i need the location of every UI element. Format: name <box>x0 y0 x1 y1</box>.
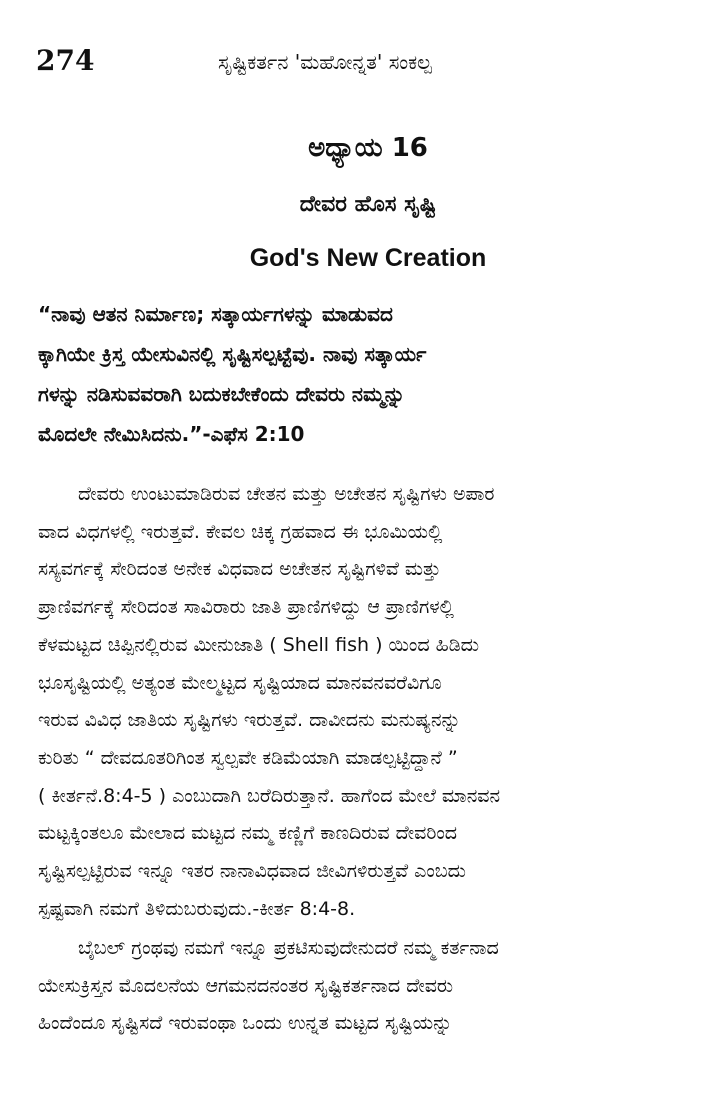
paragraph-line: ಹಿಂದೆಂದೂ ಸೃಷ್ಟಿಸದೆ ಇರುವಂಥಾ ಒಂದು ಉನ್ನತ ಮಟ್ಟದ ಸೃಷ್ಟಿಯನ್ನು <box>38 1012 453 1035</box>
paragraph-line: ಮಟ್ಟಕ್ಕಿಂತಲೂ ಮೇಲಾದ ಮಟ್ಟದ ನಮ್ಮ ಕಣ್ಣಿಗೆ ಕಾಣದಿರುವ ದೇವರಿಂದ <box>38 822 458 845</box>
page-header <box>36 44 676 84</box>
paragraph-line: ಬೈಬಲ್ ಗ್ರಂಥವು ನಮಗೆ ಇನ್ನೂ ಪ್ರಕಟಿಸುವುದೇನುದರೆ ನಮ್ಮ ಕರ್ತನಾದ <box>78 937 499 959</box>
epigraph-line: ಕ್ಕಾಗಿಯೇ ಕ್ರಿಸ್ತ ಯೇಸುವಿನಲ್ಲಿ ಸೃಷ್ಟಿಸಲ್ಪಟ್ಟೆವು. ನಾವು ಸತ್ಕಾರ್ಯ <box>38 342 427 366</box>
paragraph-line: ಪ್ರಾಣಿವರ್ಗಕ್ಕೆ ಸೇರಿದಂತ ಸಾವಿರಾರು ಜಾತಿ ಪ್ರಾಣಿಗಳಿದ್ದು ಆ ಪ್ರಾಣಿಗಳಲ್ಲಿ <box>38 596 454 619</box>
chapter-number: ಅಧ್ಯಾಯ 16 <box>308 133 428 163</box>
epigraph-line: ಮೊದಲೇ ನೇಮಿಸಿದನು.”-ಎಫೆಸ 2:10 <box>38 422 305 446</box>
paragraph-line: ಕೆಳಮಟ್ಟದ ಚಿಪ್ಪಿನಲ್ಲಿರುವ ಮೀನುಜಾತಿ ( Shell fish ) ಯಿಂದ ಹಿಡಿದು <box>38 633 479 656</box>
page-number: 274 <box>36 44 95 77</box>
paragraph-line: ಇರುವ ವಿವಿಧ ಜಾತಿಯ ಸೃಷ್ಟಿಗಳು ಇರುತ್ತವೆ. ದಾವೀದನು ಮನುಷ್ಯನನ್ನು <box>38 709 461 732</box>
paragraph-line: ವಾದ ವಿಧಗಳಲ್ಲಿ ಇರುತ್ತವೆ. ಕೇವಲ ಚಿಕ್ಕ ಗ್ರಹವಾದ ಈ ಭೂಮಿಯಲ್ಲಿ <box>38 520 443 543</box>
paragraph-line: ( ಕೀರ್ತನೆ.8:4-5 ) ಎಂಬುದಾಗಿ ಬರೆದಿರುತ್ತಾನೆ. ಹಾಗೆಂದ ಮೇಲೆ ಮಾನವನ <box>38 784 501 807</box>
epigraph-line: “ನಾವು ಆತನ ನಿರ್ಮಾಣ; ಸತ್ಕಾರ್ಯಗಳನ್ನು ಮಾಡುವದ <box>38 302 393 326</box>
epigraph-line: ಗಳನ್ನು ನಡಿಸುವವರಾಗಿ ಬದುಕಬೇಕೆಂದು ದೇವರು ನಮ್ಮನ್ನು <box>38 382 405 406</box>
paragraph-line: ಸೃಷ್ಟಿಸಲ್ಪಟ್ಟಿರುವ ಇನ್ನೂ ಇತರ ನಾನಾವಿಧವಾದ ಜೀವಿಗಳಿರುತ್ತವೆ ಎಂಬದು <box>38 860 466 883</box>
paragraph-line: ದೇವರು ಉಂಟುಮಾಡಿರುವ ಚೇತನ ಮತ್ತು ಅಚೇತನ ಸೃಷ್ಟಿಗಳು ಅಪಾರ <box>78 483 495 505</box>
epigraph-quote <box>38 294 668 454</box>
paragraph-line: ಭೂಸೃಷ್ಟಿಯಲ್ಲಿ ಅತ್ಯಂತ ಮೇಲ್ಮಟ್ಟದ ಸೃಷ್ಟಿಯಾದ ಮಾನವನವರೆವಿಗೂ <box>38 671 442 694</box>
paragraph-line: ಸಸ್ಯವರ್ಗಕ್ಕೆ ಸೇರಿದಂತ ಅನೇಕ ವಿಧವಾದ ಅಚೇತನ ಸೃಷ್ಟಿಗಳಿವೆ ಮತ್ತು <box>38 558 441 581</box>
chapter-title-kannada: ದೇವರ ಹೊಸ ಸೃಷ್ಟಿ <box>299 192 437 217</box>
running-head: ಸೃಷ್ಟಿಕರ್ತನ 'ಮಹೋನ್ನತ' ಸಂಕಲ್ಪ <box>218 50 432 74</box>
paragraph-line: ಕುರಿತು “ ದೇವದೂತರಿಗಿಂತ ಸ್ವಲ್ಪವೇ ಕಡಿಮೆಯಾಗಿ ಮಾಡಲ್ಪಟ್ಟಿದ್ದಾನೆ ” <box>38 746 458 769</box>
chapter-title-english: God's New Creation <box>249 244 487 272</box>
body-paragraph-1 <box>38 476 668 928</box>
body-paragraph-2 <box>38 930 668 1043</box>
paragraph-line: ಸ್ಪಷ್ಟವಾಗಿ ನಮಗೆ ತಿಳಿದುಬರುವುದು.-ಕೀರ್ತ 8:4-8. <box>38 897 356 920</box>
paragraph-line: ಯೇಸುಕ್ರಿಸ್ತನ ಮೊದಲನೆಯ ಆಗಮನದನಂತರ ಸೃಷ್ಟಿಕರ್ತನಾದ ದೇವರು <box>38 974 454 997</box>
